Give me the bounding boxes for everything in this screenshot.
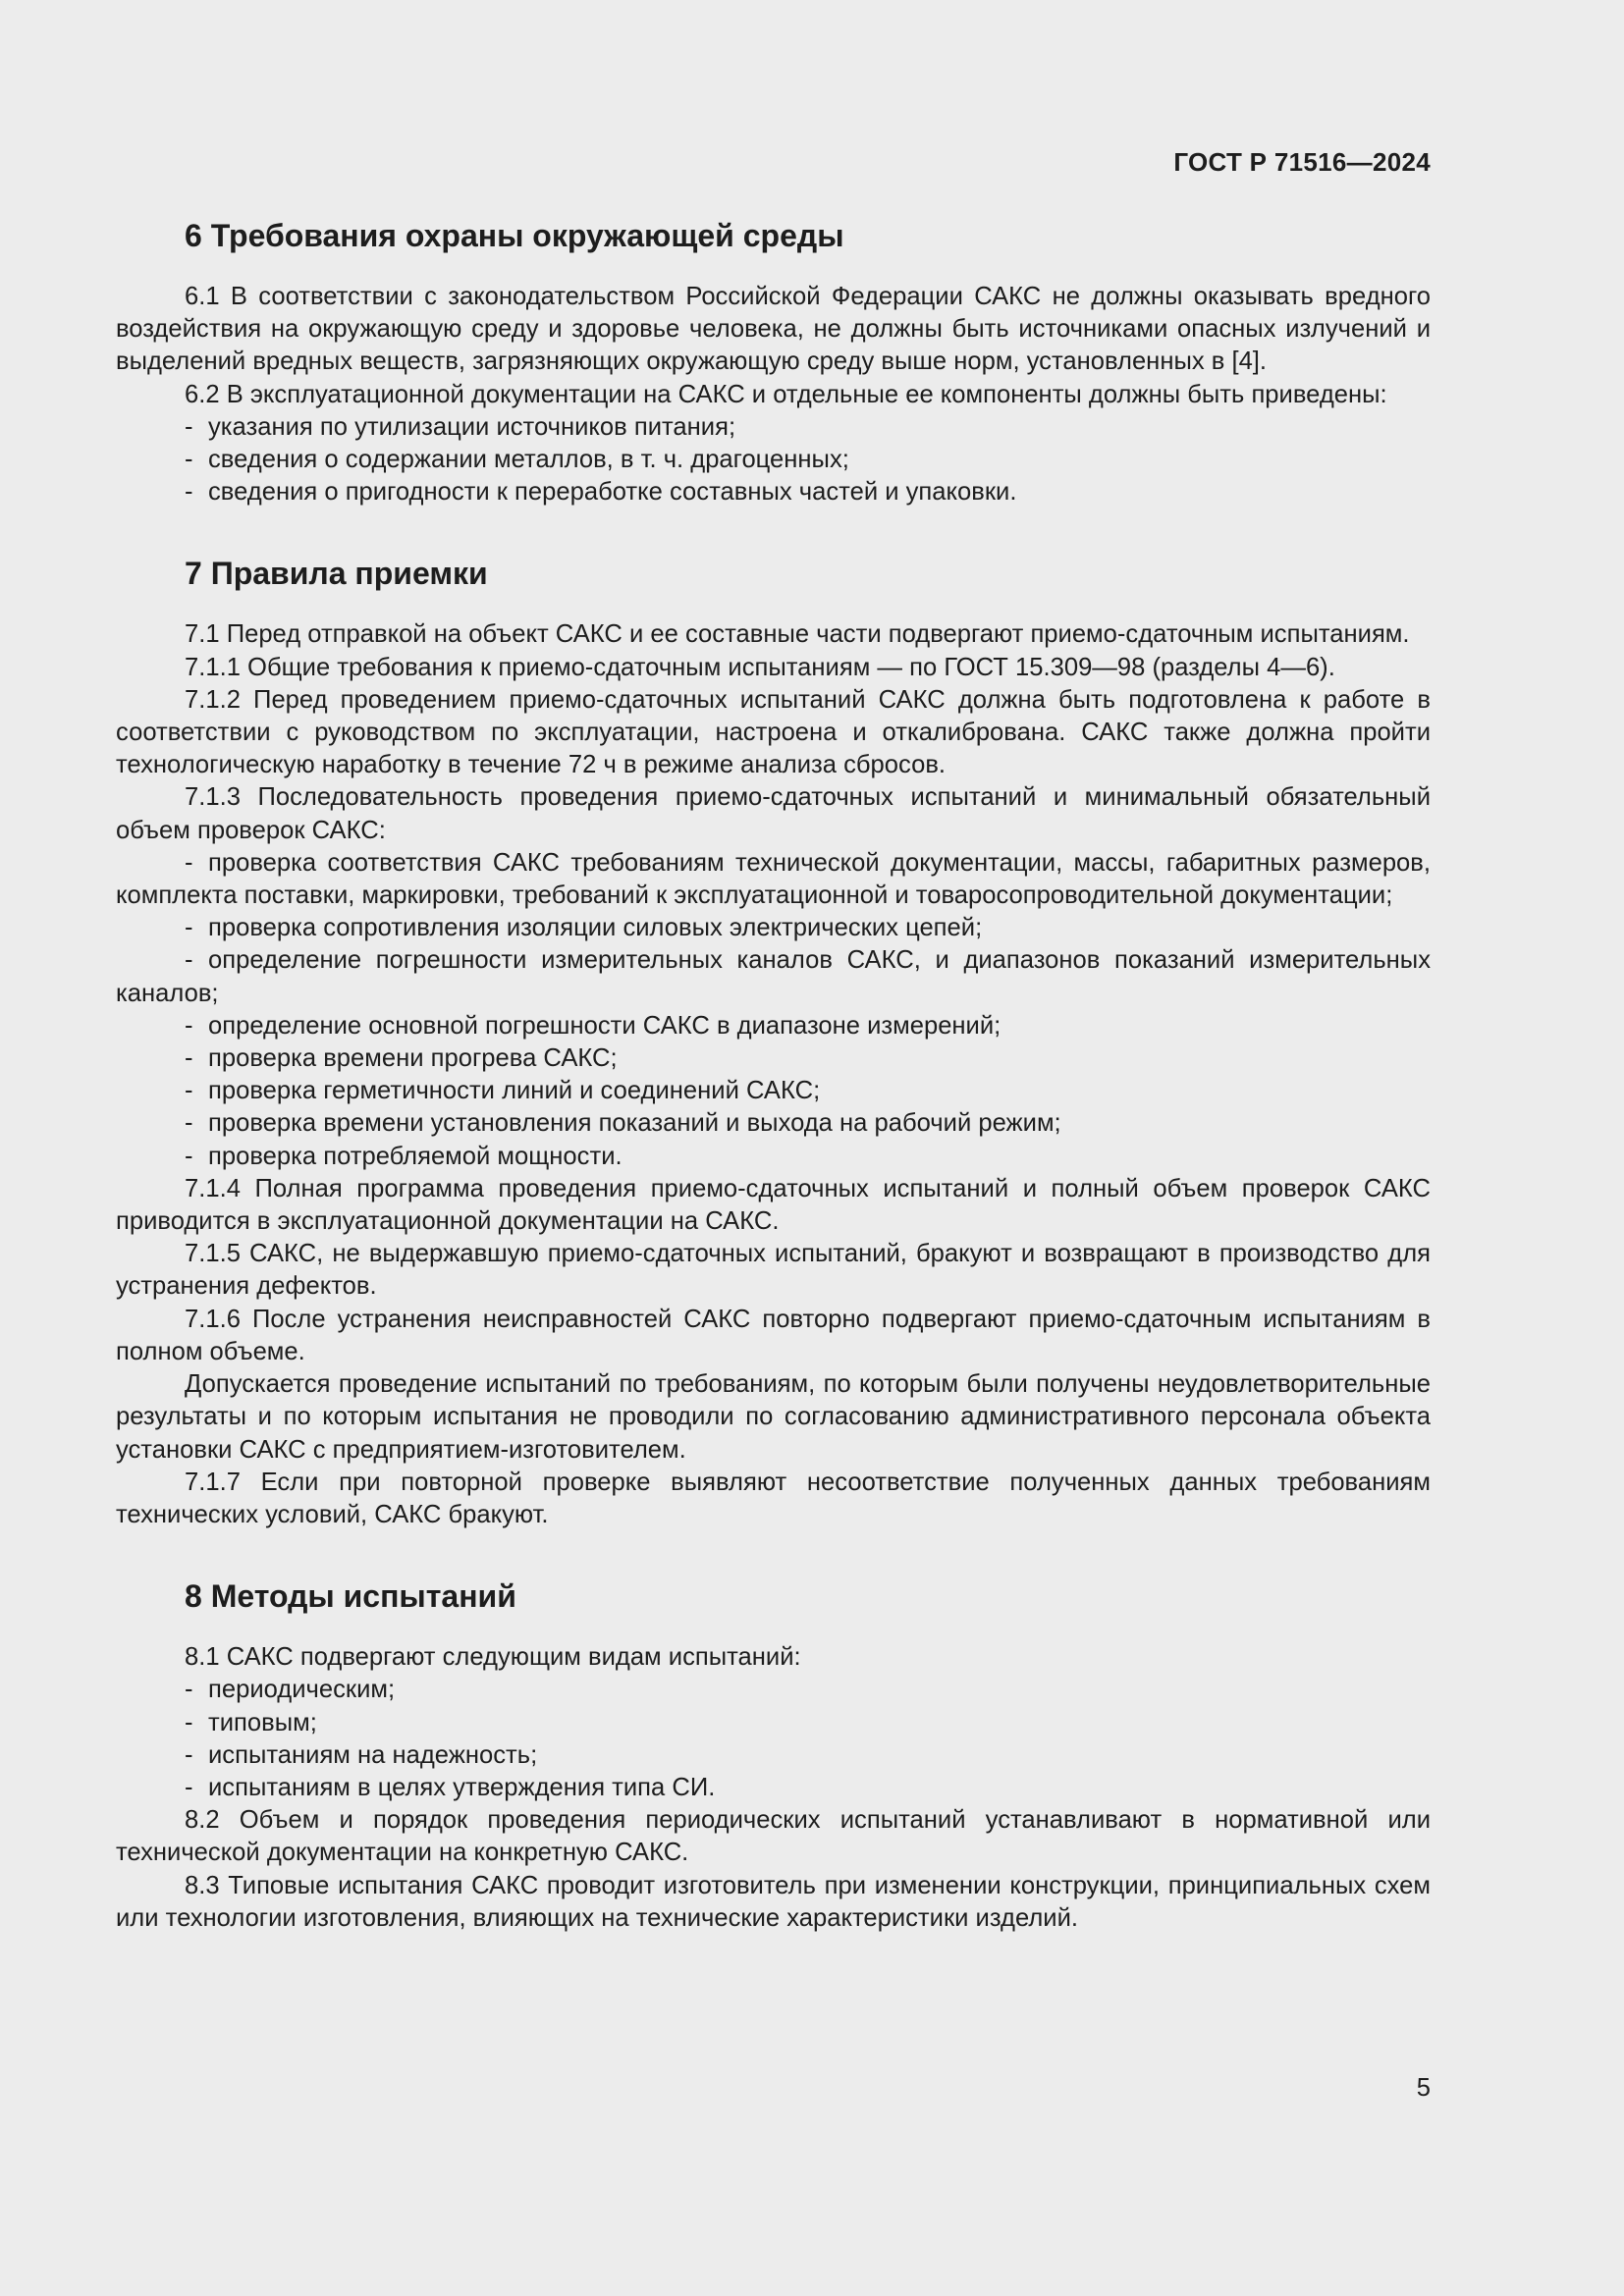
list-item [116,476,1431,508]
paragraph: 8.3 Типовые испытания САКС проводит изготовитель при изменении конструкции, принципиальных схем или технологии изготовления, влияющих на технические характеристики изделий. [116,1871,1431,1932]
list-item [116,944,1431,1009]
list-dash: - [185,914,193,942]
paragraph: Допускается проведение испытаний по требованиям, по которым были получены неудовлетворительные результаты и по которым испытания не проводили по согласованию административного персонала объекта установки САКС с предприятием-изготовителем. [116,1370,1431,1464]
list-dash: - [185,1142,193,1170]
list-dash: - [185,1044,193,1073]
paragraph: 7.1.5 САКС, не выдержавшую приемо-сдаточных испытаний, бракуют и возвращают в производство для устранения дефектов. [116,1240,1431,1301]
list-item [116,1042,1431,1075]
list-item [116,912,1431,944]
paragraph: 7.1.1 Общие требования к приемо-сдаточным испытаниям — по ГОСТ 15.309—98 (разделы 4—6). [185,653,1335,681]
paragraph: 7.1 Перед отправкой на объект САКС и ее составные части подвергают приемо-сдаточным испытаниям. [185,620,1410,649]
paragraph: 6.1 В соответствии с законодательством Российской Федерации САКС не должны оказывать вредного воздействия на окружающую среду и здоровье человека, не должны быть источниками опасных излучений и выделений вредных веществ, загрязняющих окружающую среду выше норм, установленных в [4]. [116,283,1431,376]
list-item [116,1772,1431,1804]
list-item-text: сведения о пригодности к переработке составных частей и упаковки. [208,478,1017,507]
list-item-text: определение основной погрешности САКС в диапазоне измерений; [208,1011,1001,1040]
section-heading: 6 Требования охраны окружающей среды [185,218,844,253]
list-item [116,1674,1431,1706]
list-dash: - [185,478,193,507]
list-item-text: проверка потребляемой мощности. [208,1142,623,1170]
list-dash: - [185,1109,193,1138]
list-item [116,1141,1431,1173]
list-item [116,1707,1431,1739]
page-number: 5 [1416,2074,1431,2102]
paragraph: 7.1.4 Полная программа проведения приемо-сдаточных испытаний и полный объем проверок САКС приводится в эксплуатационной документации на САКС. [116,1174,1431,1236]
list-item [116,411,1431,444]
list-dash: - [185,1708,193,1736]
list-item-text: сведения о содержании металлов, в т. ч. драгоценных; [208,446,849,474]
list-item [116,1739,1431,1772]
list-item-text: проверка времени прогрева САКС; [208,1044,618,1073]
list-item-text: периодическим; [208,1676,396,1704]
list-item-text: испытаниям на надежность; [208,1740,538,1769]
list-dash: - [185,848,193,877]
list-dash: - [185,412,193,441]
list-item [116,847,1431,912]
document-code: ГОСТ Р 71516—2024 [1173,147,1431,177]
list-dash: - [185,1773,193,1801]
paragraph: 7.1.6 После устранения неисправностей САКС повторно подвергают приемо-сдаточным испытаниям в полном объеме. [116,1305,1431,1365]
section-heading: 7 Правила приемки [185,556,488,592]
list-item [116,1107,1431,1140]
list-item-text: указания по утилизации источников питания; [208,412,736,441]
list-item [116,444,1431,476]
list-item-text: определение погрешности измерительных каналов САКС, и диапазонов показаний измерительных каналов; [116,946,1431,1007]
paragraph: 7.1.2 Перед проведением приемо-сдаточных испытаний САКС должна быть подготовлена к работе в соответствии с руководством по эксплуатации, настроена и откалибрована. САКС также должна пройти технологическую наработку в течение 72 ч в режиме анализа сбросов. [116,685,1431,779]
list-item [116,1075,1431,1107]
list-dash: - [185,946,193,975]
list-dash: - [185,1011,193,1040]
paragraph: 8.2 Объем и порядок проведения периодических испытаний устанавливают в нормативной или технической документации на конкретную САКС. [116,1806,1431,1867]
paragraph: 8.1 САКС подвергают следующим видам испытаний: [185,1643,801,1672]
list-dash: - [185,1077,193,1105]
paragraph: 7.1.3 Последовательность проведения приемо-сдаточных испытаний и минимальный обязательный объем проверок САКС: [116,783,1431,844]
section-heading: 8 Методы испытаний [185,1578,516,1615]
paragraph: 7.1.7 Если при повторной проверке выявляют несоответствие полученных данных требованиям технических условий, САКС бракуют. [116,1468,1431,1528]
list-item-text: проверка сопротивления изоляции силовых электрических цепей; [208,914,983,942]
list-item-text: проверка соответствия САКС требованиям технической документации, массы, габаритных размеров, комплекта поставки, маркировки, требований к эксплуатационной и товаросопроводительной документации; [116,848,1431,910]
list-item-text: типовым; [208,1708,317,1736]
list-dash: - [185,1740,193,1769]
list-item-text: проверка герметичности линий и соединений САКС; [208,1077,821,1105]
page-content [116,216,1431,1935]
list-dash: - [185,446,193,474]
list-item-text: проверка времени установления показаний и выхода на рабочий режим; [208,1109,1061,1138]
list-item [116,1010,1431,1042]
paragraph: 6.2 В эксплуатационной документации на САКС и отдельные ее компоненты должны быть приведены: [185,380,1387,408]
list-item-text: испытаниям в целях утверждения типа СИ. [208,1773,716,1801]
list-dash: - [185,1676,193,1704]
